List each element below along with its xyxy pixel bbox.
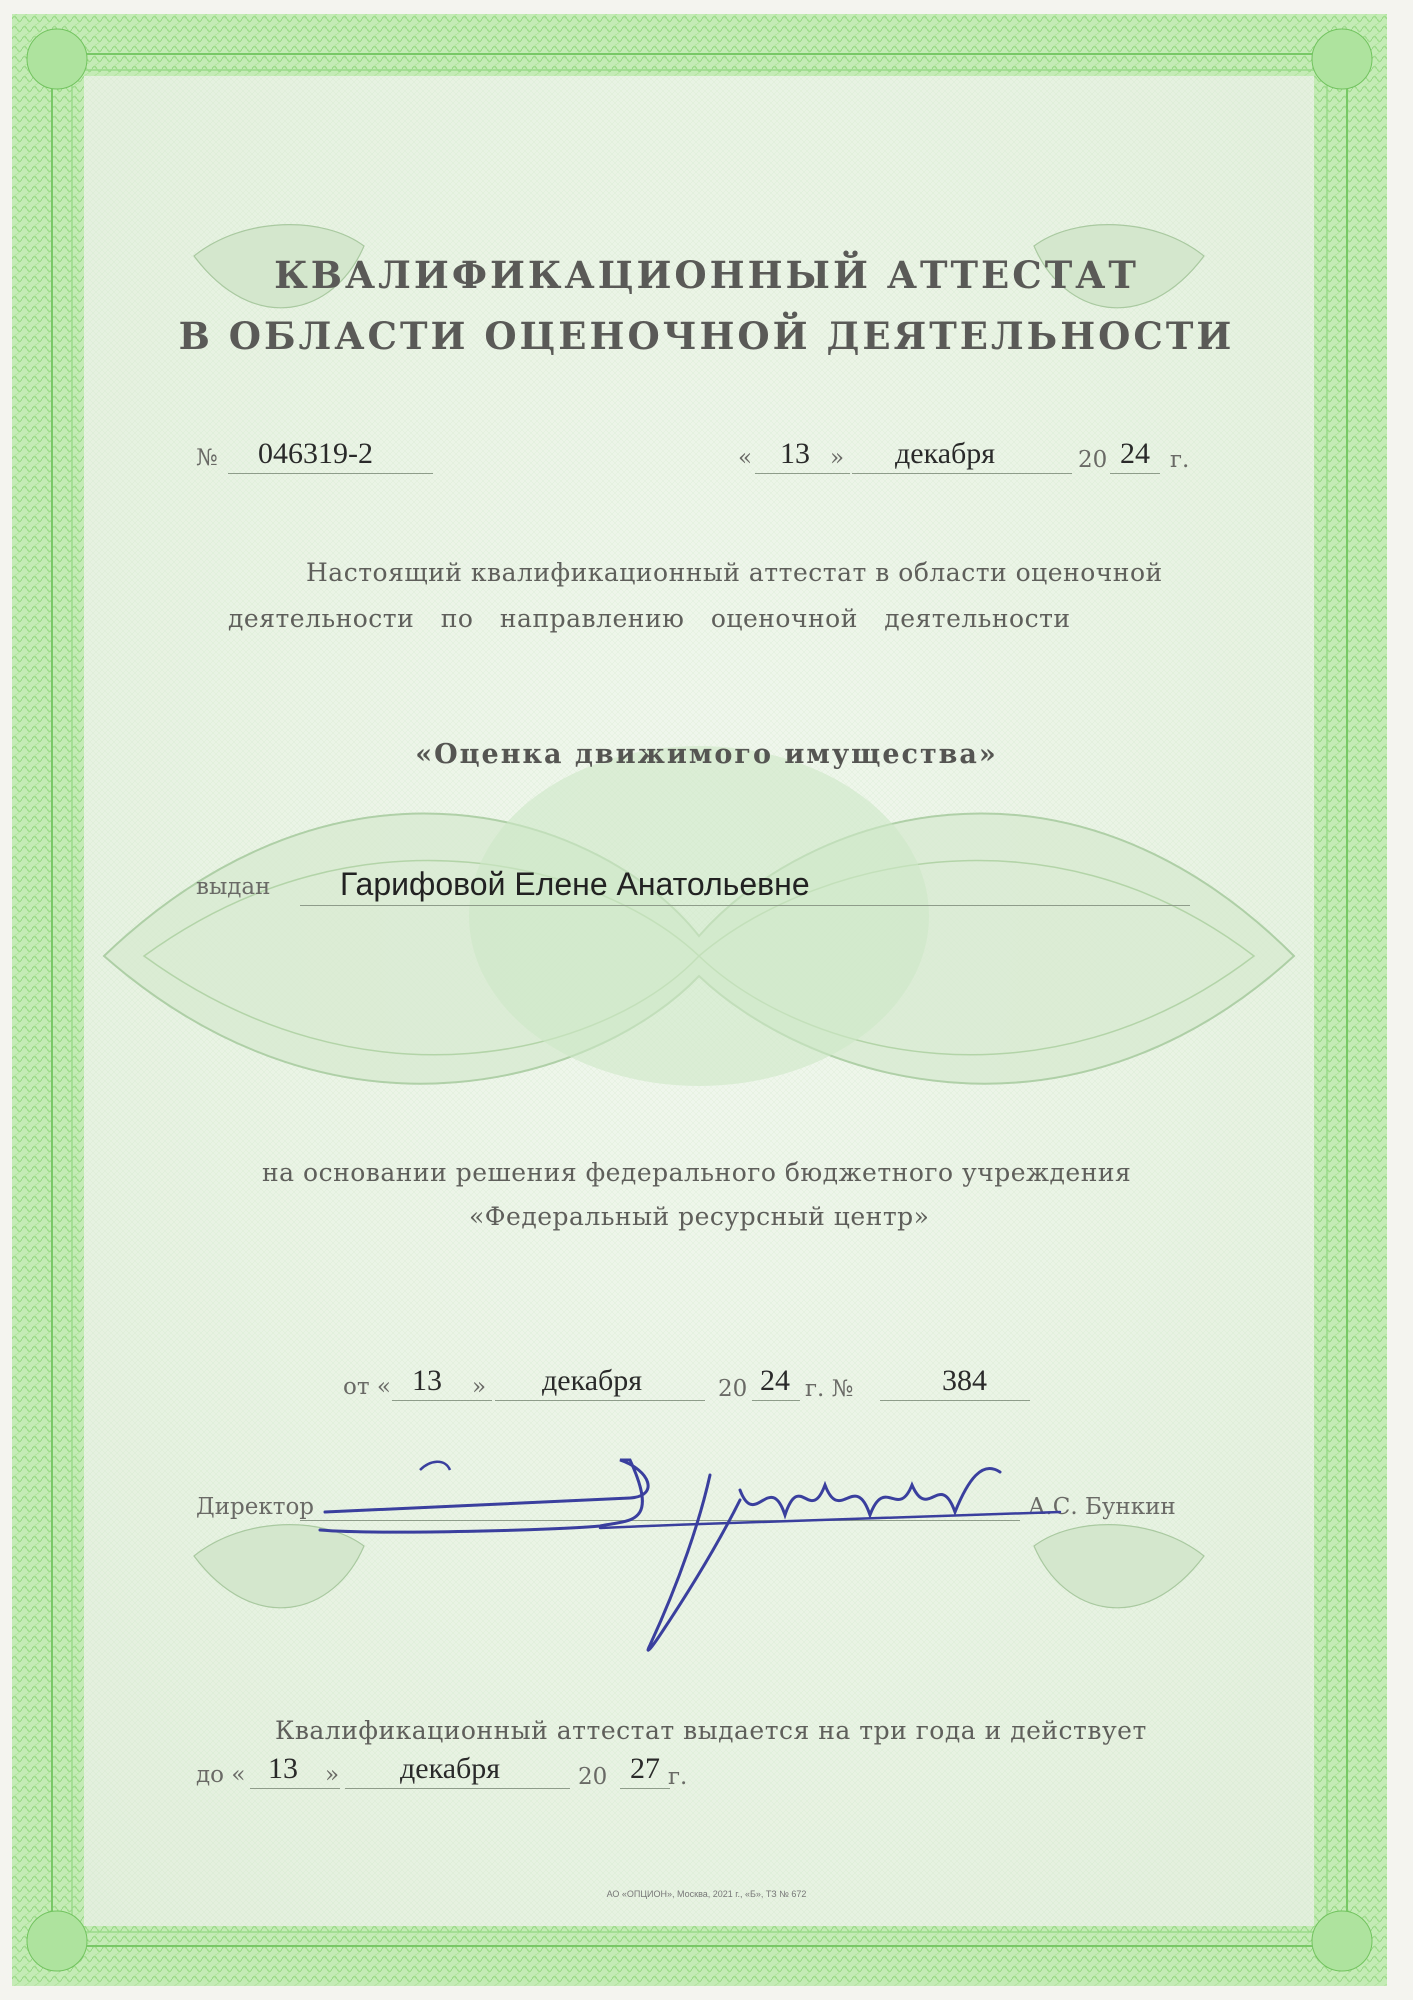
certificate-sheet xyxy=(12,14,1387,1986)
certificate-title-line-2: В ОБЛАСТИ ОЦЕНОЧНОЙ ДЕЯТЕЛЬНОСТИ xyxy=(178,314,1235,358)
decision-from-label: от « xyxy=(343,1374,391,1400)
basis-line-1: на основании решения федерального бюджетного учреждения xyxy=(262,1158,1132,1187)
validity-month: декабря xyxy=(400,1752,501,1785)
certificate-title-line-1: КВАЛИФИКАЦИОННЫЙ АТТЕСТАТ xyxy=(274,253,1139,297)
holder-name: Гарифовой Елене Анатольевне xyxy=(340,866,810,902)
issued-label: выдан xyxy=(196,874,271,900)
validity-year-suffix: 27 xyxy=(630,1752,660,1785)
validity-until-label: до « xyxy=(196,1762,246,1788)
decision-year-suffix: 24 xyxy=(760,1364,790,1397)
decision-year-prefix: 20 xyxy=(718,1376,748,1402)
issue-date-day: 13 xyxy=(780,437,810,470)
issue-date-month: декабря xyxy=(895,437,996,470)
director-signature xyxy=(300,1430,1100,1690)
validity-day: 13 xyxy=(268,1752,298,1785)
issue-date-year-abbr: г. xyxy=(1170,447,1190,473)
number-label: № xyxy=(196,445,218,471)
certificate-number: 046319-2 xyxy=(258,437,373,470)
basis-line-2: «Федеральный ресурсный центр» xyxy=(469,1202,930,1231)
statement-line-2: деятельности по направлению оценочной деятельности xyxy=(228,604,1071,633)
decision-day: 13 xyxy=(412,1364,442,1397)
valuation-direction: «Оценка движимого имущества» xyxy=(415,739,998,770)
signatory-name: А.С. Бункин xyxy=(1028,1494,1176,1520)
issue-date-year-suffix: 24 xyxy=(1120,437,1150,470)
printer-imprint: АО «ОПЦИОН», Москва, 2021 г., «Б», ТЗ № 672 xyxy=(606,1889,807,1899)
validity-statement: Квалификационный аттестат выдается на три года и действует xyxy=(275,1716,1147,1745)
statement-line-1: Настоящий квалификационный аттестат в области оценочной xyxy=(306,558,1163,587)
decision-month: декабря xyxy=(542,1364,643,1397)
signatory-position: Директор xyxy=(196,1494,315,1520)
date-close-quote: » xyxy=(830,445,845,471)
validity-year-abbr: г. xyxy=(668,1764,688,1790)
issue-date-year-prefix: 20 xyxy=(1078,447,1108,473)
validity-year-prefix: 20 xyxy=(578,1764,608,1790)
validity-close-quote: » xyxy=(325,1762,340,1788)
decision-close-quote: » xyxy=(472,1374,487,1400)
decision-year-abbr-number-label: г. № xyxy=(805,1376,854,1402)
date-open-quote: « xyxy=(738,445,753,471)
decision-number: 384 xyxy=(942,1364,987,1397)
